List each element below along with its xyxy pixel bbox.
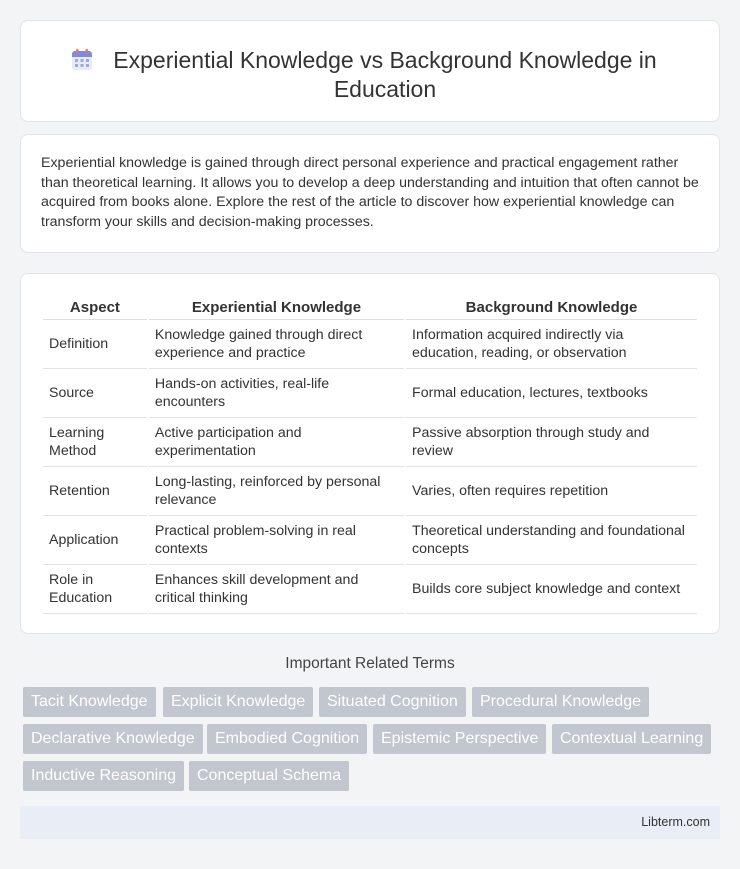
table-cell: Hands-on activities, real-life encounters <box>149 369 404 418</box>
footer <box>20 806 720 839</box>
table-cell: Role in Education <box>43 565 147 614</box>
related-terms-title: Important Related Terms <box>285 655 455 672</box>
table-cell: Knowledge gained through direct experience and practice <box>149 320 404 369</box>
table-row <box>43 320 697 369</box>
table-row <box>43 565 697 614</box>
table-cell: Builds core subject knowledge and context <box>406 565 697 614</box>
table-cell: Source <box>43 369 147 418</box>
table-header-row <box>43 296 697 320</box>
table-row <box>43 467 697 516</box>
table-cell: Learning Method <box>43 418 147 467</box>
tag-inductive-reasoning[interactable]: Inductive Reasoning <box>23 761 184 791</box>
tag-procedural-knowledge[interactable]: Procedural Knowledge <box>472 687 649 717</box>
footer-site-link[interactable]: Libterm.com <box>641 815 710 829</box>
intro-card <box>20 134 720 253</box>
table-cell: Practical problem-solving in real contexts <box>149 516 404 565</box>
table-cell: Theoretical understanding and foundational concepts <box>406 516 697 565</box>
tag-declarative-knowledge[interactable]: Declarative Knowledge <box>23 724 203 754</box>
table-row <box>43 418 697 467</box>
column-header: Aspect <box>43 296 147 320</box>
table-row <box>43 369 697 418</box>
tag-explicit-knowledge[interactable]: Explicit Knowledge <box>163 687 313 717</box>
table-row <box>43 516 697 565</box>
table-cell: Long-lasting, reinforced by personal relevance <box>149 467 404 516</box>
table-cell: Varies, often requires repetition <box>406 467 697 516</box>
column-header: Background Knowledge <box>406 296 697 320</box>
table-cell: Active participation and experimentation <box>149 418 404 467</box>
tag-conceptual-schema[interactable]: Conceptual Schema <box>189 761 349 791</box>
tag-situated-cognition[interactable]: Situated Cognition <box>319 687 466 717</box>
table-cell: Enhances skill development and critical thinking <box>149 565 404 614</box>
column-header: Experiential Knowledge <box>149 296 404 320</box>
tag-contextual-learning[interactable]: Contextual Learning <box>552 724 711 754</box>
comparison-card <box>20 273 720 634</box>
tag-tacit-knowledge[interactable]: Tacit Knowledge <box>23 687 156 717</box>
page-title: Experiential Knowledge vs Background Knowledge in Education <box>113 47 657 102</box>
table-cell: Passive absorption through study and review <box>406 418 697 467</box>
table-cell: Information acquired indirectly via education, reading, or observation <box>406 320 697 369</box>
tag-embodied-cognition[interactable]: Embodied Cognition <box>207 724 367 754</box>
table-cell: Application <box>43 516 147 565</box>
title-card <box>20 20 720 122</box>
table-cell: Retention <box>43 467 147 516</box>
comparison-table <box>41 296 699 614</box>
table-cell: Definition <box>43 320 147 369</box>
table-cell: Formal education, lectures, textbooks <box>406 369 697 418</box>
intro-paragraph: Experiential knowledge is gained through direct personal experience and practical engagement rather than theoretical learning. It allows you to develop a deep understanding and intuition that often cannot be acquired from books alone. Explore the rest of the article to discover how experiential knowledge can transform your skills and decision-making processes. <box>41 155 699 230</box>
tag-epistemic-perspective[interactable]: Epistemic Perspective <box>373 724 546 754</box>
